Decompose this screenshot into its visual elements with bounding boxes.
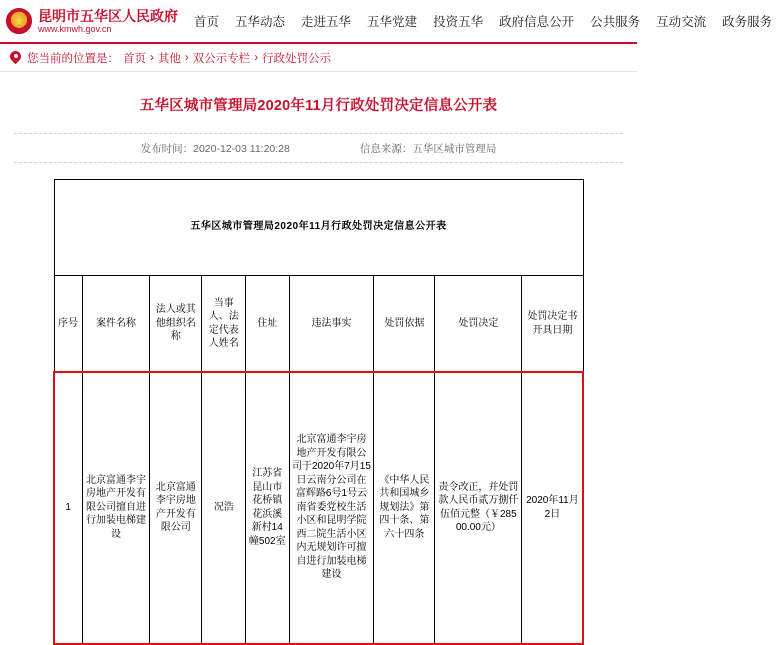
nav-item-investment[interactable]: 投资五华	[433, 15, 484, 29]
breadcrumb-separator: ›	[254, 51, 259, 64]
table-header-date: 处罚决定书开具日期	[522, 276, 583, 372]
table-caption: 五华区城市管理局2020年11月行政处罚决定信息公开表	[54, 180, 583, 276]
site-brand[interactable]	[0, 0, 186, 42]
table-header-basis: 处罚依据	[374, 276, 435, 372]
cell-party-name: 况浩	[202, 372, 246, 644]
breadcrumb-item-double-disclosure[interactable]: 双公示专栏	[192, 52, 251, 65]
table-row	[54, 372, 583, 644]
breadcrumb-prefix: 您当前的位置是：	[27, 52, 119, 65]
breadcrumb-separator: ›	[184, 51, 189, 64]
table-header-decision: 处罚决定	[435, 276, 522, 372]
table-header-row	[54, 276, 583, 372]
cell-date: 2020年11月2日	[522, 372, 583, 644]
cell-basis: 《中华人民共和国城乡规划法》第四十条、第六十四条	[374, 372, 435, 644]
article-source: 信息来源：五华区城市管理局	[359, 142, 497, 155]
site-header	[0, 0, 773, 44]
table-caption-row	[54, 180, 583, 276]
table-header-org-name: 法人或其他组织名称	[150, 276, 202, 372]
table-header-facts: 违法事实	[289, 276, 374, 372]
site-url: www.kmwh.gov.cn	[38, 23, 112, 34]
site-title: 昆明市五华区人民政府	[38, 7, 178, 24]
cell-case-name: 北京富通李宇房地产开发有限公司擅自进行加装电梯建设	[82, 372, 149, 644]
publish-time: 发布时间：2020-12-03 11:20:28	[140, 142, 290, 155]
nav-item-public-service[interactable]: 公共服务	[590, 15, 641, 29]
cell-address: 江苏省昆山市花桥镇花浜溪新村14幢502室	[246, 372, 290, 644]
national-emblem-icon	[6, 8, 32, 34]
breadcrumb-separator: ›	[150, 51, 154, 64]
cell-facts: 北京富通李宇房地产开发有限公司于2020年7月15日云南分公司在富辉路6号1号云南省委党校生活小区和昆明学院西二院生活小区内无规划许可擅自进行加装电梯建设	[289, 372, 374, 644]
nav-item-interaction[interactable]: 互动交流	[656, 15, 707, 29]
main-navigation	[186, 0, 784, 42]
cell-org-name: 北京富通李宇房地产开发有限公司	[150, 372, 202, 644]
location-pin-icon	[10, 51, 21, 65]
penalty-table	[54, 179, 584, 644]
cell-decision: 责令改正，并处罚款人民币贰万捌仟伍佰元整（￥28500.00元）	[435, 372, 522, 644]
nav-item-about-wuhua[interactable]: 走进五华	[301, 15, 352, 29]
table-header-party-name: 当事人、法定代表人姓名	[202, 276, 246, 372]
breadcrumb-item-other[interactable]: 其他	[157, 52, 181, 65]
article-content	[0, 94, 637, 644]
article-meta	[14, 133, 623, 163]
nav-item-wuhua-news[interactable]: 五华动态	[235, 15, 286, 29]
cell-seq: 1	[54, 372, 82, 644]
table-header-address: 住址	[246, 276, 290, 372]
breadcrumb	[0, 44, 637, 72]
nav-item-party-building[interactable]: 五华党建	[367, 15, 418, 29]
brand-text	[38, 8, 178, 34]
breadcrumb-item-penalty-disclosure[interactable]: 行政处罚公示	[262, 52, 332, 65]
nav-item-home[interactable]: 首页	[194, 15, 220, 29]
penalty-table-wrapper	[54, 179, 584, 644]
table-header-seq: 序号	[54, 276, 82, 372]
table-header-case-name: 案件名称	[82, 276, 149, 372]
page-title: 五华区城市管理局2020年11月行政处罚决定信息公开表	[139, 98, 498, 114]
nav-item-government-info[interactable]: 政府信息公开	[499, 15, 575, 29]
nav-item-affairs-service[interactable]: 政务服务	[722, 15, 773, 29]
breadcrumb-item-home[interactable]: 首页	[123, 52, 146, 65]
